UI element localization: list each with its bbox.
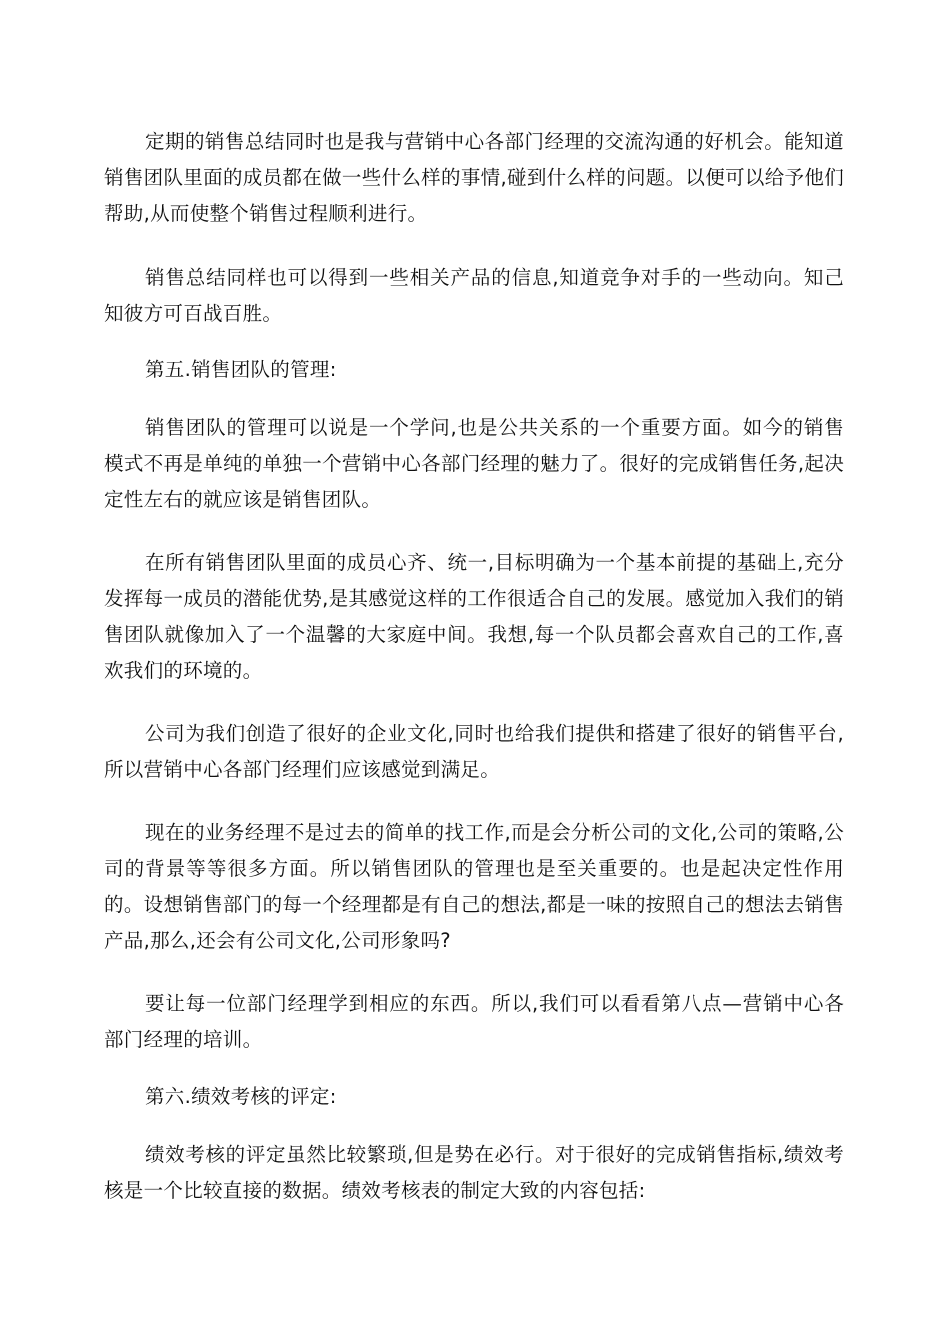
paragraph-company-culture: 公司为我们创造了很好的企业文化,同时也给我们提供和搭建了很好的销售平台,所以营销中心各部门经理们应该感觉到满足。 xyxy=(104,722,844,781)
paragraph-performance-review: 绩效考核的评定虽然比较繁琐,但是势在必行。对于很好的完成销售指标,绩效考核是一个比较直接的数据。绩效考核表的制定大致的内容包括: xyxy=(104,1143,844,1202)
section-heading-team-management: 第五.销售团队的管理: xyxy=(145,358,337,381)
paragraph-competitor-info: 销售总结同样也可以得到一些相关产品的信息,知道竞争对手的一些动向。知己知彼方可百战百胜。 xyxy=(104,266,844,325)
paragraph-team-management: 销售团队的管理可以说是一个学问,也是公共关系的一个重要方面。如今的销售模式不再是单纯的单独一个营销中心各部门经理的魅力了。很好的完成销售任务,起决定性左右的就应该是销售团队。 xyxy=(104,416,844,511)
paragraph-business-manager: 现在的业务经理不是过去的简单的找工作,而是会分析公司的文化,公司的策略,公司的背景等等很多方面。所以销售团队的管理也是至关重要的。也是起决定性作用的。设想销售部门的每一个经理都是有自己的想法,都是一味的按照自己的想法去销售产品,那么,还会有公司文化,公司形象吗? xyxy=(104,821,844,952)
paragraph-training: 要让每一位部门经理学到相应的东西。所以,我们可以看看第八点—营销中心各部门经理的培训。 xyxy=(104,992,844,1051)
section-heading-performance-review: 第六.绩效考核的评定: xyxy=(145,1085,337,1108)
paragraph-sales-summary: 定期的销售总结同时也是我与营销中心各部门经理的交流沟通的好机会。能知道销售团队里面的成员都在做一些什么样的事情,碰到什么样的问题。以便可以给予他们帮助,从而使整个销售过程顺利进行。 xyxy=(104,130,844,225)
document-page xyxy=(104,0,844,1344)
paragraph-team-unity: 在所有销售团队里面的成员心齐、统一,目标明确为一个基本前提的基础上,充分发挥每一成员的潜能优势,是其感觉这样的工作很适合自己的发展。感觉加入我们的销售团队就像加入了一个温馨的大家庭中间。我想,每一个队员都会喜欢自己的工作,喜欢我们的环境的。 xyxy=(104,551,844,682)
